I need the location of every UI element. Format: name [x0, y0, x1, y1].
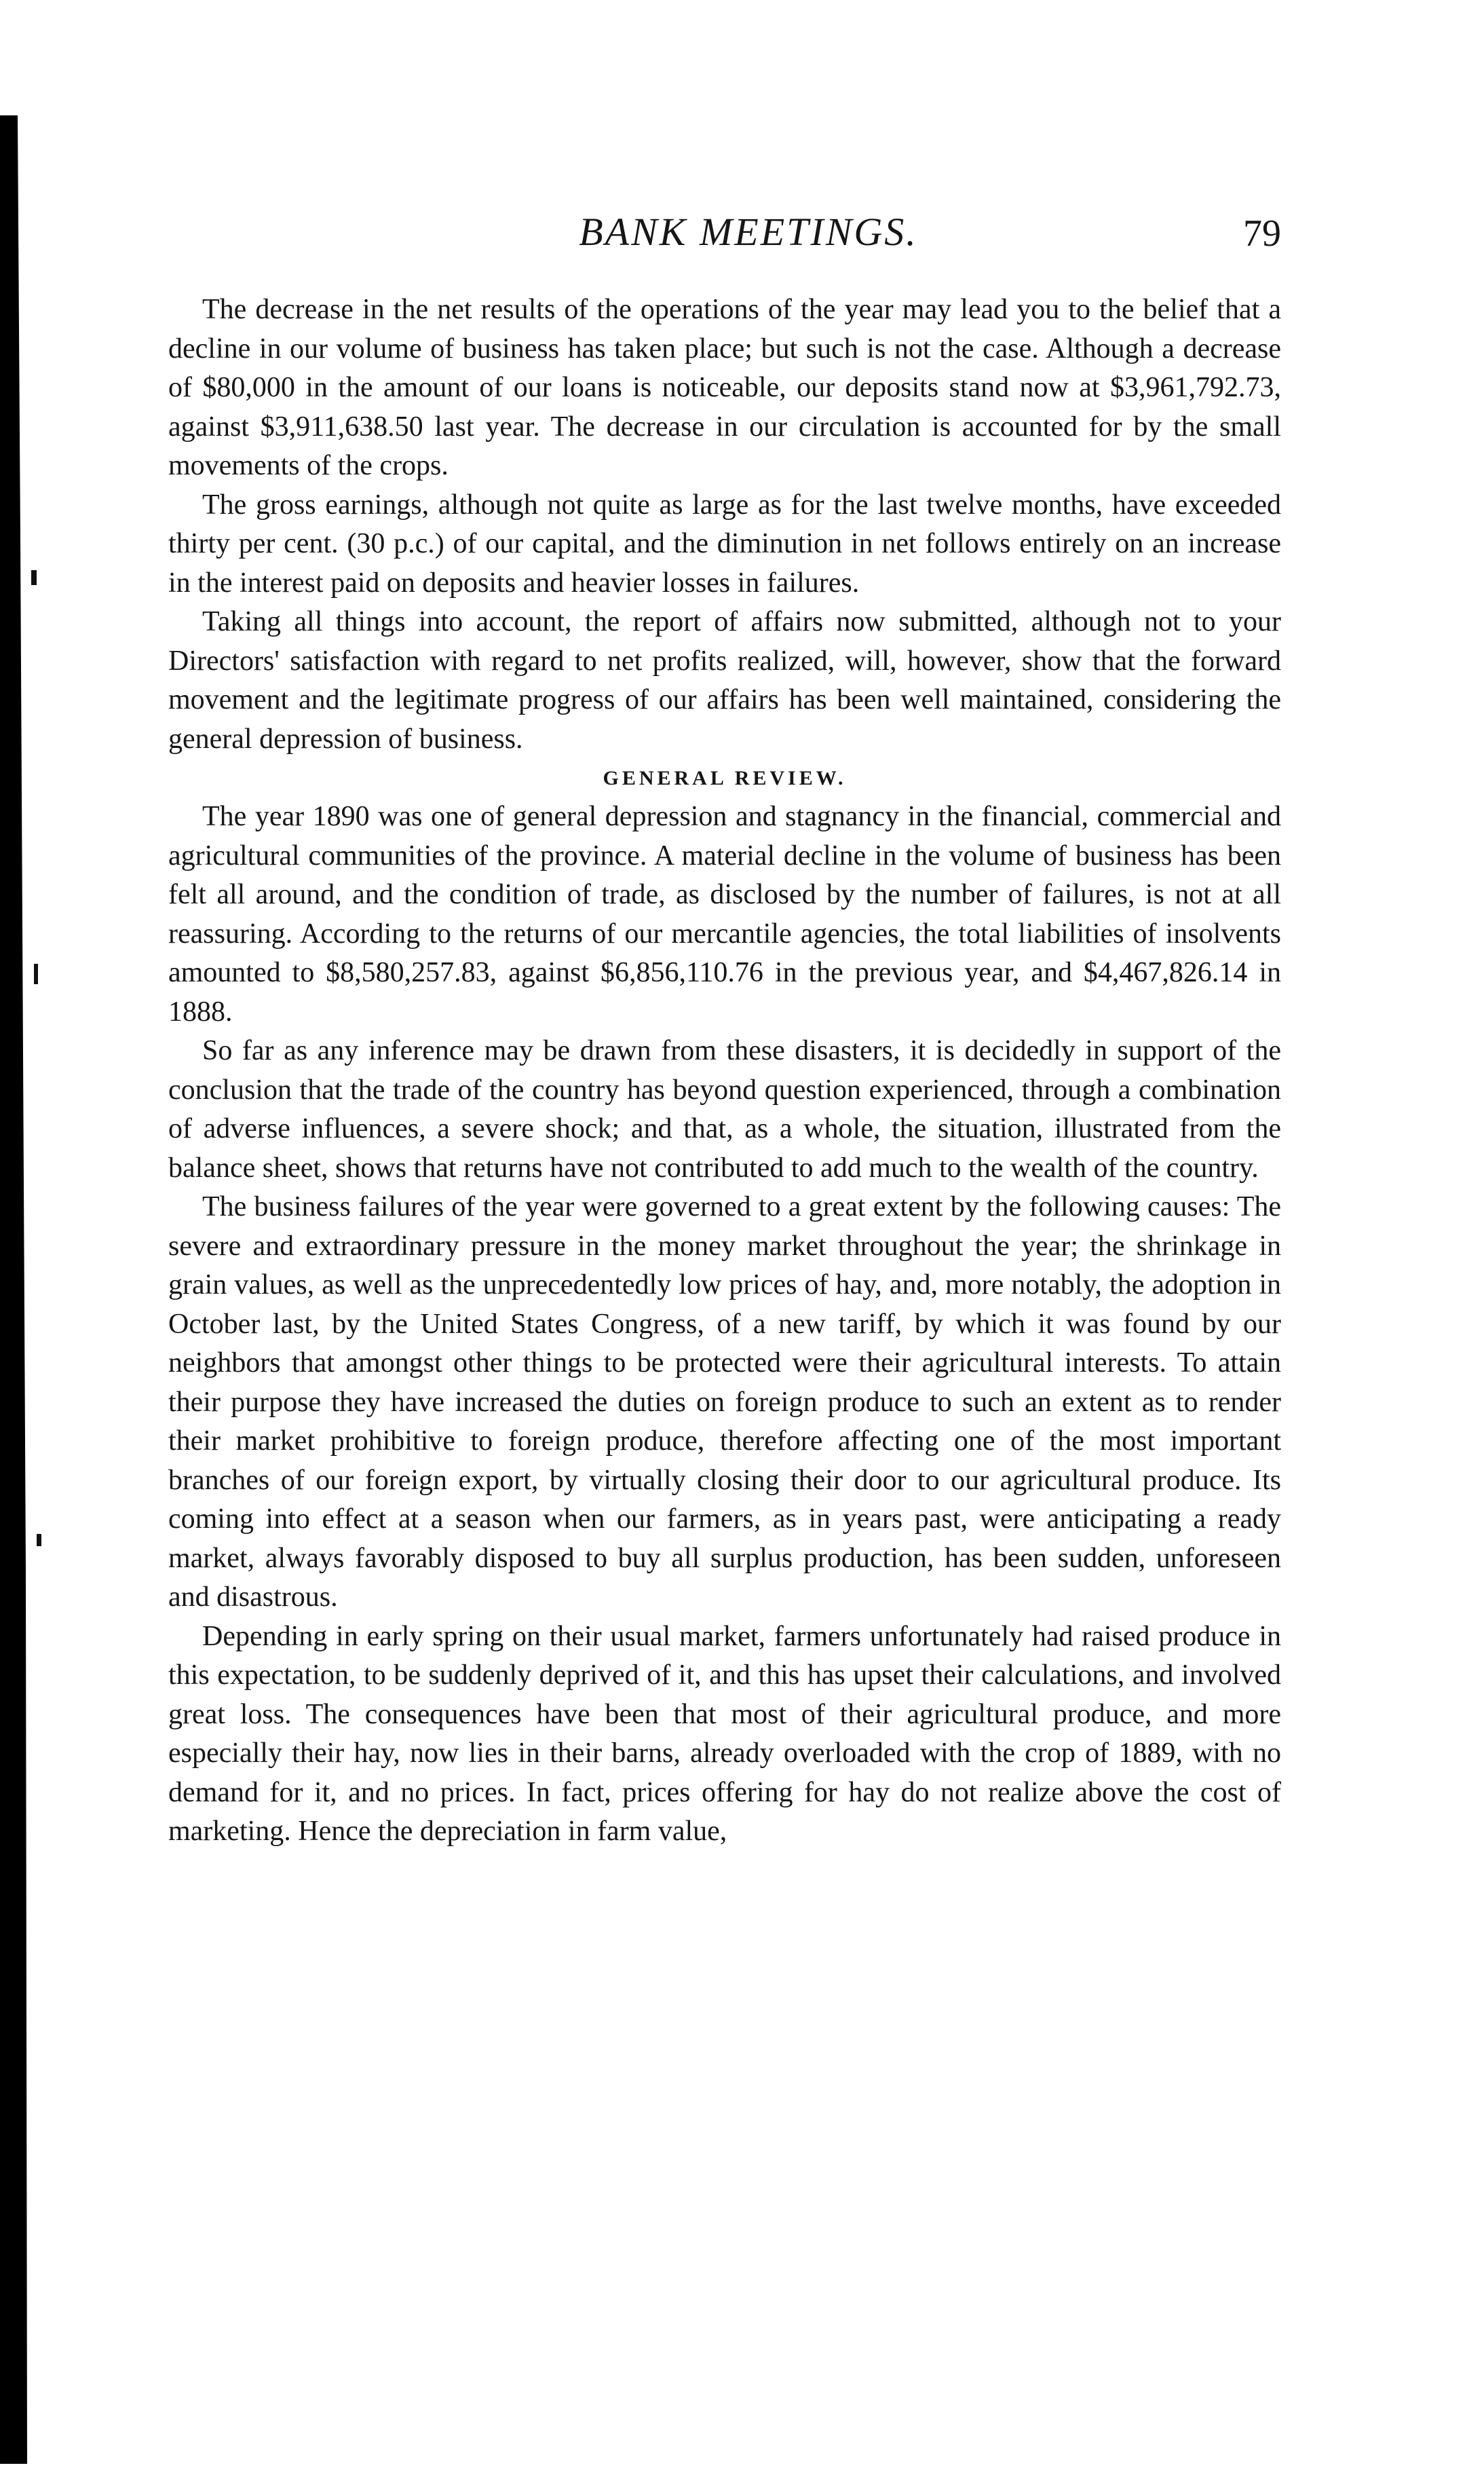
page-number: 79 — [1243, 212, 1281, 255]
section-heading: GENERAL REVIEW. — [603, 767, 847, 789]
scan-binding-speck — [31, 570, 37, 585]
paragraph: Depending in early spring on their usual market, farmers unfortunately had raised produce in this expectation, to be suddenly deprived of it, and this has upset their calculations, and involved great loss. The consequences have been that most of their agricultural produce, and more especially their hay, now lies in their barns, already overloaded with the crop of 1889, with no demand for it, and no prices. In fact, prices offering for hay do not realize above the cost of marketing. Hence the depreciation in farm value, — [168, 1620, 1281, 1847]
running-title: BANK MEETINGS. — [579, 210, 918, 254]
scan-binding-speck — [37, 1534, 41, 1546]
scan-binding-edge — [0, 115, 27, 2464]
book-page — [168, 204, 1281, 1852]
scan-binding-speck — [34, 964, 38, 984]
paragraph: Taking all things into account, the report of affairs now submitted, although not to your Directors' satisfaction with regard to net profits realized, will, however, show that the forward movement and the legitimate progress of our affairs has been well maintained, considering the general depression of business. — [168, 606, 1281, 755]
paragraph: The decrease in the net results of the operations of the year may lead you to the belief that a decline in our volume of business has taken place; but such is not the case. Although a decrease of $80,000 in the amount of our loans is noticeable, our deposits stand now at $3,961,792.73, against $3,911,638.50 last year. The decrease in our circulation is accounted for by the small movements of the crops. — [168, 294, 1281, 481]
page-header — [168, 204, 1281, 285]
paragraph: So far as any inference may be drawn from these disasters, it is decidedly in support of the conclusion that the trade of the country has beyond question experienced, through a combination of adverse influences, a severe shock; and that, as a whole, the situation, illustrated from the balance sheet, shows that returns have not contributed to add much to the wealth of the country. — [168, 1035, 1281, 1184]
paragraph: The gross earnings, although not quite as large as for the last twelve months, have exceeded thirty per cent. (30 p.c.) of our capital, and the diminution in net follows entirely on an increase in the interest paid on deposits and heavier losses in failures. — [168, 489, 1281, 599]
paragraph: The business failures of the year were governed to a great extent by the following causes: The severe and extraordinary pressure in the money market throughout the year; the shrinkage in grain values, as well as the unprecedentedly low prices of hay, and, more notably, the adoption in October last, by the United States Congress, of a new tariff, by which it was found by our neighbors that amongst other things to be protected were their agricultural interests. To attain their purpose they have increased the duties on foreign produce to such an extent as to render their market prohibitive to foreign produce, therefore affecting one of the most important branches of our foreign export, by virtually closing their door to our agricultural produce. Its coming into effect at a season when our farmers, as in years past, were anticipating a ready market, always favorably disposed to buy all surplus production, has been sudden, unforeseen and disastrous. — [168, 1191, 1281, 1613]
paragraph: The year 1890 was one of general depression and stagnancy in the financial, commercial and agricultural communities of the province. A material decline in the volume of business has been felt all around, and the condition of trade, as disclosed by the number of failures, is not at all reassuring. According to the returns of our mercantile agencies, the total liabilities of insolvents amounted to $8,580,257.83, against $6,856,110.76 in the previous year, and $4,467,826.14 in 1888. — [168, 801, 1281, 1028]
body-text — [168, 290, 1281, 1852]
